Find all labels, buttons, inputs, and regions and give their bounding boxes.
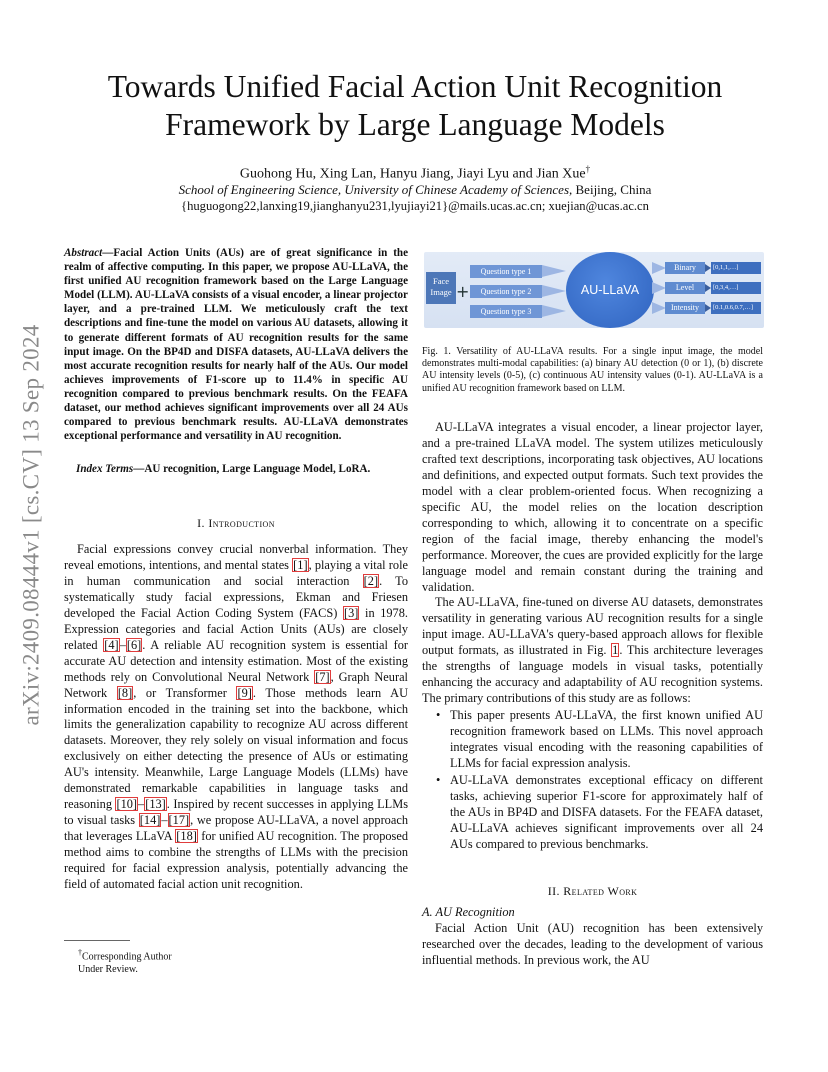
section-numeral: II. <box>547 884 564 898</box>
plus-icon: + <box>456 282 470 301</box>
citation-link[interactable]: [7] <box>315 669 330 684</box>
figure-1 <box>424 252 764 328</box>
figure-caption: Fig. 1. Versatility of AU-LLaVA results. For a single input image, the model demonstrates multi-modal capabilities: (a) binary AU detection (0 or 1), (b) discrete AU intensity levels (0-5), (c) continuous AU intensity values (0-1). AU-LLaVA is a unified AU recognition framework based on LLM. <box>422 346 763 394</box>
abstract <box>64 246 408 443</box>
citation-link[interactable]: [18] <box>176 829 197 844</box>
subsection-heading: A. AU Recognition <box>422 905 515 919</box>
body-paragraph: AU-LLaVA integrates a visual encoder, a linear projector layer, and a pre-trained LLaVA model. The system utilizes meticulously crafted text descriptions, incorporating task objectives, AU locations and definitions, and expected output formats. Such text provides the model with a clear problem-oriented focus. When recognizing a specific AU, the model relies on the location description corresponding to which, allowing it to concentrate on a specific region of the facial image, thereby enhancing the model's performance. Moreover, the cues are provided explicitly for the large language model and remain constant during the training and validation. <box>422 420 763 594</box>
figure-reference-link[interactable]: 1 <box>612 643 619 658</box>
intro-text: – <box>161 813 168 828</box>
intro-text: for unified AU recognition. The proposed method aims to combine the strengths of LLMs with the precision required for facial expression analysis, potentially advancing the field of automated facial action unit recognition. <box>64 829 408 892</box>
affiliation-institution: School of Engineering Science, University of Chinese Academy of Sciences, <box>178 182 573 197</box>
section-name: Related Work <box>563 884 638 898</box>
body-paragraph <box>422 595 763 707</box>
intro-text: – <box>138 797 145 812</box>
introduction-paragraph <box>64 542 408 893</box>
introduction-body <box>64 542 408 893</box>
intro-text: , we propose AU-LLaVA, a novel approach that leverages LLaVA <box>64 813 408 844</box>
title-line-1: Towards Unified Facial Action Unit Recognition <box>107 69 723 104</box>
footnote <box>78 946 172 976</box>
footnote-corresponding: Corresponding Author <box>82 951 172 963</box>
output-type-box: Binary <box>665 262 705 274</box>
arxiv-identifier-text: arXiv:2409.08444v1 [cs.CV] 13 Sep 2024 <box>19 324 44 726</box>
intro-text: . To systematically study facial expressions, Ekman and Friesen developed the Facial Action Coding System (FACS) <box>64 573 408 620</box>
index-terms <box>64 462 408 476</box>
contribution-list <box>436 708 763 853</box>
title-line-2: Framework by Large Language Models <box>165 107 665 142</box>
arrow-icon <box>542 265 566 277</box>
section-numeral: I. <box>197 516 209 530</box>
related-work-body <box>422 921 763 969</box>
index-terms-label: Index Terms <box>76 463 134 475</box>
abstract-label: Abstract <box>64 247 103 259</box>
contribution-item: • This paper presents AU-LLaVA, the first known unified AU recognition framework based on LLMs. This novel approach integrates visual encoding with the reasoning capabilities of LLMs for facial expression analysis. <box>436 708 763 772</box>
affiliation <box>70 182 760 198</box>
citation-link[interactable]: [4] <box>104 637 119 652</box>
intro-text: – <box>119 637 126 652</box>
author-emails: {huguogong22,lanxing19,jianghanyu231,lyujiayi21}@mails.ucas.ac.cn; xuejian@ucas.ac.cn <box>181 199 649 213</box>
section-name: Introduction <box>208 516 275 530</box>
arxiv-identifier <box>12 290 52 760</box>
intro-text: . Those methods learn AU information encoded in the training set into the backbone, which limits the generalization capability to recognize AU across different datasets. Moreover, they rely solely on visual information and focus exclusively on either detecting the presence of AUs or estimating AU's intensity. Meanwhile, Large Language Models (LLMs) have demonstrated remarkable capabilities in language tasks and reasoning <box>64 685 408 812</box>
citation-link[interactable]: [9] <box>237 685 252 700</box>
citation-link[interactable]: [3] <box>344 605 359 620</box>
author-names: Guohong Hu, Xing Lan, Hanyu Jiang, Jiayi Lyu and Jian Xue <box>239 166 586 182</box>
au-llava-model-node <box>566 252 654 328</box>
body-paragraph: Facial Action Unit (AU) recognition has been extensively researched over the decades, leading to the development of various influential methods. In previous work, the AU <box>422 921 763 967</box>
citation-link[interactable]: [13] <box>145 797 166 812</box>
footnote-mark: † <box>78 948 82 957</box>
intro-text: . Inspired by recent successes in applying LLMs to visual tasks <box>64 797 408 828</box>
contribution-item: • AU-LLaVA demonstrates exceptional efficacy on different tasks, achieving superior F1-score for approximately half of the AUs in BP4D and DISFA datasets. For the FEAFA dataset, AU-LLaVA achieves significant improvements over all 24 AUs compared to previous benchmarks. <box>436 773 763 853</box>
image-label: Image <box>430 287 452 297</box>
output-value-box: [0.1,0.6,0.7,…] <box>711 302 761 314</box>
index-terms-text: —AU recognition, Large Language Model, LoRA. <box>133 463 371 475</box>
section-heading-introduction <box>64 516 408 531</box>
output-value-box: [0,3,4,…] <box>711 282 761 294</box>
citation-link[interactable]: [10] <box>116 797 138 812</box>
paper-title <box>70 68 760 144</box>
face-label: Face <box>432 276 450 286</box>
body-text: . This architecture leverages the strengths of language models in visual tasks, potentially enhancing the accuracy and adaptability of AU recognition systems. The primary contributions of this study are as follows: <box>422 643 763 706</box>
intro-text: in 1978. Expression categories and facial Action Units (AUs) are closely related <box>64 605 408 652</box>
citation-link[interactable]: [17] <box>168 813 190 828</box>
footnote-divider <box>64 940 130 941</box>
right-column-body <box>422 420 763 853</box>
arrow-icon <box>652 262 666 274</box>
arrow-icon <box>542 305 566 317</box>
affiliation-location: Beijing, China <box>572 182 652 197</box>
model-label: AU-LLaVA <box>580 283 640 297</box>
abstract-text: —Facial Action Units (AUs) are of great significance in the realm of affective computing. In this paper, we propose AU-LLaVA, the first unified AU recognition framework based on the Large Language Model (LLM). AU-LLaVA consists of a visual encoder, a linear projector layer, and a pre-trained LLM. We meticulously craft the text descriptions and fine-tune the model on various AU datasets, allowing it to generate different formats of AU recognition results for the same input image. On the BP4D and DISFA datasets, AU-LLaVA delivers the most accurate recognition results for nearly half of the AUs. Our model achieves improvements of F1-score up to 11.4% in specific AU recognition compared to previous benchmark results. On the FEAFA dataset, our method achieves significant improvements over all 24 AUs compared to previous benchmark results. AU-LLaVA demonstrates exceptional performance and versatility in AU recognition. <box>64 247 408 443</box>
citation-link[interactable]: [1] <box>293 557 308 572</box>
author-list <box>70 164 760 183</box>
intro-text: Facial expressions convey crucial nonverbal information. They reveal emotions, intentions, and mental states <box>64 542 408 572</box>
arrow-icon <box>652 282 666 294</box>
output-type-box: Level <box>665 282 705 294</box>
intro-text: , or Transformer <box>133 685 237 700</box>
footnote-review: Under Review. <box>78 964 138 976</box>
body-text: The AU-LLaVA, fine-tuned on diverse AU datasets, demonstrates versatility in generating various AU recognition results for a single input image. AU-LLaVA's query-based approach allows for flexible output formats, as illustrated in Fig. <box>422 595 763 658</box>
intro-text: . A reliable AU recognition system is essential for accurate AU detection and intensity estimation. Most of the existing methods rely on Convolutional Neural Network <box>64 637 408 684</box>
citation-link[interactable]: [6] <box>126 637 142 652</box>
output-type-box: Intensity <box>665 302 705 314</box>
question-type-box: Question type 2 <box>470 285 542 298</box>
citation-link[interactable]: [2] <box>363 573 379 588</box>
intro-text: , playing a vital role in human communication and social interaction <box>64 557 408 588</box>
arrow-icon <box>542 285 566 297</box>
question-type-box: Question type 3 <box>470 305 542 318</box>
face-image-box <box>426 272 456 304</box>
question-type-box: Question type 1 <box>470 265 542 278</box>
arrow-icon <box>652 302 666 314</box>
output-value-box: [0,1,1,…] <box>711 262 761 274</box>
section-heading-related-work <box>422 884 763 899</box>
citation-link[interactable]: [14] <box>139 813 161 828</box>
citation-link[interactable]: [8] <box>117 685 133 700</box>
author-footnote-mark: † <box>585 164 591 174</box>
intro-text: , Graph Neural Network <box>64 669 408 700</box>
